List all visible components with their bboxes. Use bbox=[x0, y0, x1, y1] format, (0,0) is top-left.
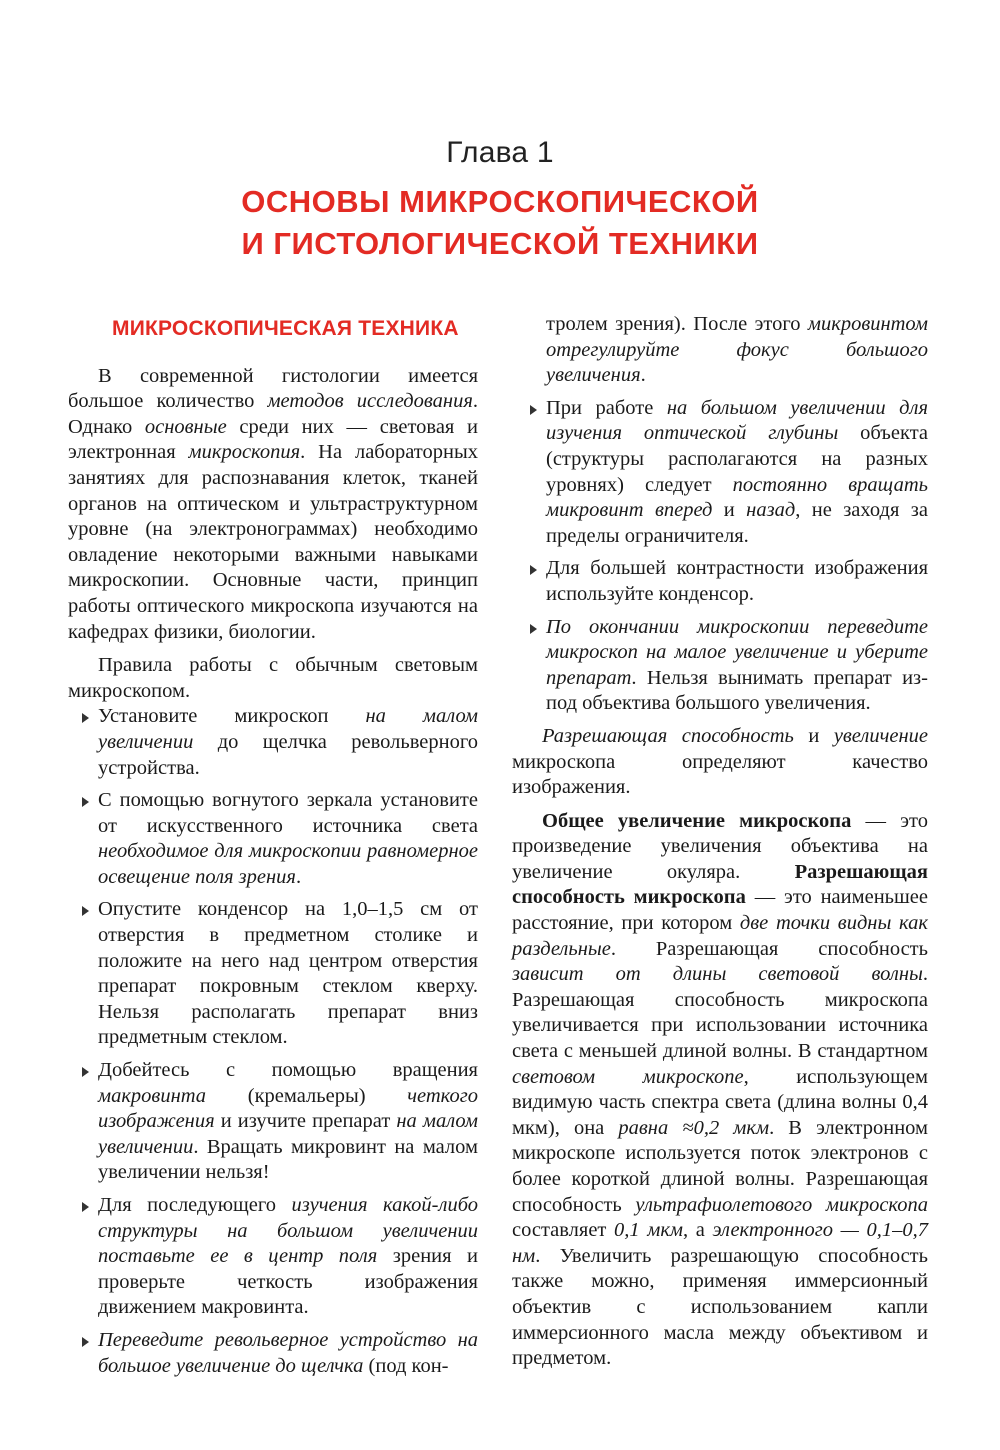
left-column bbox=[68, 316, 478, 1386]
italic-run: на малом увеличении bbox=[98, 705, 478, 753]
italic-run: увеличение bbox=[833, 724, 928, 747]
text-run: (кремальеры) bbox=[206, 1084, 408, 1107]
text-run: , использующем видимую часть спектра света (длина волны 0,4 мкм), она bbox=[512, 1065, 928, 1139]
italic-run: назад bbox=[746, 499, 796, 522]
list-item bbox=[68, 1058, 478, 1186]
text-run: . На лабораторных занятиях для распознавания клеток, тканей органов на оптическом и ультраструктурном уровне (на электронограммах) необходимо овладение некоторыми важными навыками микроскопии. Основные части, принцип работы оптического микроскопа изучаются на кафедрах физики, биологии. bbox=[68, 441, 478, 643]
text-run: . Вращать микровинт на малом увеличении нельзя! bbox=[98, 1135, 478, 1184]
text-run: и bbox=[793, 724, 834, 747]
list-item bbox=[68, 1328, 478, 1379]
text-run: . В электронном микроскопе используется поток электронов с более короткой длиной волны. Разрешающая способность bbox=[512, 1116, 928, 1216]
text-run: В современной гистологии имеется большое количество bbox=[68, 364, 478, 413]
list-item bbox=[68, 897, 478, 1051]
bold-run: Общее увеличение микроскопа bbox=[542, 809, 852, 832]
list-item bbox=[512, 396, 928, 550]
italic-run: необходимое для микроскопии равномерное освещение поля зрения bbox=[98, 840, 478, 888]
bullet-arrow-icon bbox=[530, 405, 537, 415]
text-run: — это наименьшее расстояние, при котором bbox=[512, 886, 928, 935]
chapter-title bbox=[0, 181, 1000, 265]
text-run: тролем зрения). После этого bbox=[546, 313, 808, 335]
text-run: , не заходя за пределы ограничителя. bbox=[546, 499, 928, 547]
list-item bbox=[512, 556, 928, 607]
italic-run: макровинта bbox=[98, 1084, 207, 1107]
text-run: . bbox=[640, 364, 646, 387]
italic-run: на большом увеличении для изучения оптической глубины bbox=[546, 396, 928, 445]
text-run: . Увеличить разрешающую способность также можно, применяя иммерсионный объектив с использованием капли иммерсионного масла между объективом и предметом. bbox=[512, 1244, 928, 1370]
bullet-arrow-icon bbox=[530, 565, 537, 575]
text-run: Опустите конденсор на 1,0–1,5 см от отверстия в предметном столике и положите на него над центром отверстия препарат покровным стеклом кверху. Нельзя располагать препарат вниз предметным стеклом. bbox=[98, 898, 478, 1049]
text-run: . Однако bbox=[68, 390, 478, 438]
text-run: . Разрешающая способность bbox=[610, 937, 928, 960]
bold-run: Разрешающая способность микроскопа bbox=[512, 860, 928, 909]
bullet-arrow-icon bbox=[530, 624, 537, 634]
list-item-continuation bbox=[512, 312, 928, 389]
text-run: и изучите препарат bbox=[214, 1110, 397, 1133]
text-run: , а bbox=[683, 1219, 713, 1242]
rules-list-right bbox=[512, 396, 928, 717]
right-column bbox=[512, 312, 928, 1372]
text-run: — это произведение увеличения объектива на увеличение окуляра. bbox=[512, 809, 928, 883]
text-run: С помощью вогнутого зеркала установите от искусственного источника света bbox=[98, 789, 478, 837]
definitions-paragraph bbox=[512, 809, 928, 1372]
text-run: . Нельзя вынимать препарат из-под объектива большого увеличения. bbox=[546, 666, 928, 715]
text-run: . bbox=[295, 865, 302, 888]
text-run: до щелчка револьверного устройства. bbox=[98, 730, 478, 779]
section-heading: МИКРОСКОПИЧЕСКАЯ ТЕХНИКА bbox=[112, 317, 459, 340]
italic-run: ультрафиолетового микроскопа bbox=[635, 1193, 928, 1216]
chapter-label: Глава 1 bbox=[446, 136, 554, 169]
rules-intro-paragraph: Правила работы с обычным световым микроскопом. bbox=[68, 654, 478, 702]
text-run: составляет bbox=[512, 1219, 615, 1242]
italic-run: основные bbox=[144, 415, 227, 438]
list-item bbox=[68, 788, 478, 890]
italic-run: равна ≈0,2 мкм bbox=[618, 1116, 770, 1139]
text-run: При работе bbox=[546, 396, 667, 419]
intro-paragraph bbox=[68, 364, 478, 646]
text-run: Для последующего bbox=[98, 1194, 292, 1216]
italic-run: Разрешающая способность bbox=[542, 724, 794, 747]
text-run: Установите микроскоп bbox=[98, 705, 366, 728]
italic-run: По окончании микроскопии переведите микроскоп на малое увеличение и уберите препарат bbox=[546, 615, 928, 689]
chapter-title-line-1: ОСНОВЫ МИКРОСКОПИЧЕСКОЙ bbox=[241, 184, 759, 219]
italic-run: изучения какой-либо структуры на большом увеличении поставьте ее в центр поля bbox=[98, 1194, 478, 1268]
italic-run: две точки видны как раздельные bbox=[512, 912, 928, 960]
list-item bbox=[512, 615, 928, 717]
bullet-arrow-icon bbox=[82, 1067, 89, 1077]
resolution-paragraph bbox=[512, 724, 928, 801]
italic-run: зависит от длины световой волны bbox=[512, 963, 923, 986]
italic-run: Переведите револьверное устройство на большое увеличение до щелчка bbox=[98, 1328, 478, 1377]
text-run: (под кон- bbox=[363, 1354, 449, 1377]
bullet-arrow-icon bbox=[82, 1202, 89, 1212]
italic-run: микроскопия bbox=[188, 441, 301, 464]
bullet-arrow-icon bbox=[82, 906, 89, 916]
text-run: микроскопа определяют качество изображения. bbox=[512, 750, 928, 799]
italic-run: методов исследования bbox=[267, 390, 473, 413]
bullet-arrow-icon bbox=[82, 1337, 89, 1347]
italic-run: 0,1 мкм bbox=[614, 1219, 684, 1242]
text-run: объекта (структуры располагаются на разных уровнях) следует bbox=[546, 422, 928, 496]
list-item bbox=[68, 704, 478, 781]
bullet-arrow-icon bbox=[82, 797, 89, 807]
italic-run: микровинтом отрегулируйте фокус большого увеличения bbox=[546, 313, 928, 387]
text-run: и bbox=[712, 499, 747, 522]
text-run: среди них — световая и электронная bbox=[68, 415, 479, 464]
text-run: зрения и проверьте четкость изображения движением макровинта. bbox=[98, 1245, 479, 1319]
list-item bbox=[68, 1193, 478, 1321]
italic-run: световом микроскопе bbox=[512, 1065, 744, 1088]
italic-run: постоянно вращать микровинт вперед bbox=[546, 473, 928, 522]
text-run: . Разрешающая способность микроскопа увеличивается при использовании источника света с меньшей длиной волны. В стандартном bbox=[512, 963, 928, 1063]
text-run: Для большей контрастности изображения используйте конденсор. bbox=[546, 557, 928, 605]
chapter-title-line-2: И ГИСТОЛОГИЧЕСКОЙ ТЕХНИКИ bbox=[241, 226, 759, 261]
italic-run: на малом увеличении bbox=[98, 1110, 478, 1158]
text-run: Добейтесь с помощью вращения bbox=[98, 1059, 478, 1082]
rules-list-left bbox=[68, 704, 478, 1379]
italic-run: четкого изображения bbox=[98, 1084, 478, 1133]
bullet-arrow-icon bbox=[82, 713, 89, 723]
italic-run: электронного — 0,1–0,7 нм bbox=[512, 1219, 928, 1267]
